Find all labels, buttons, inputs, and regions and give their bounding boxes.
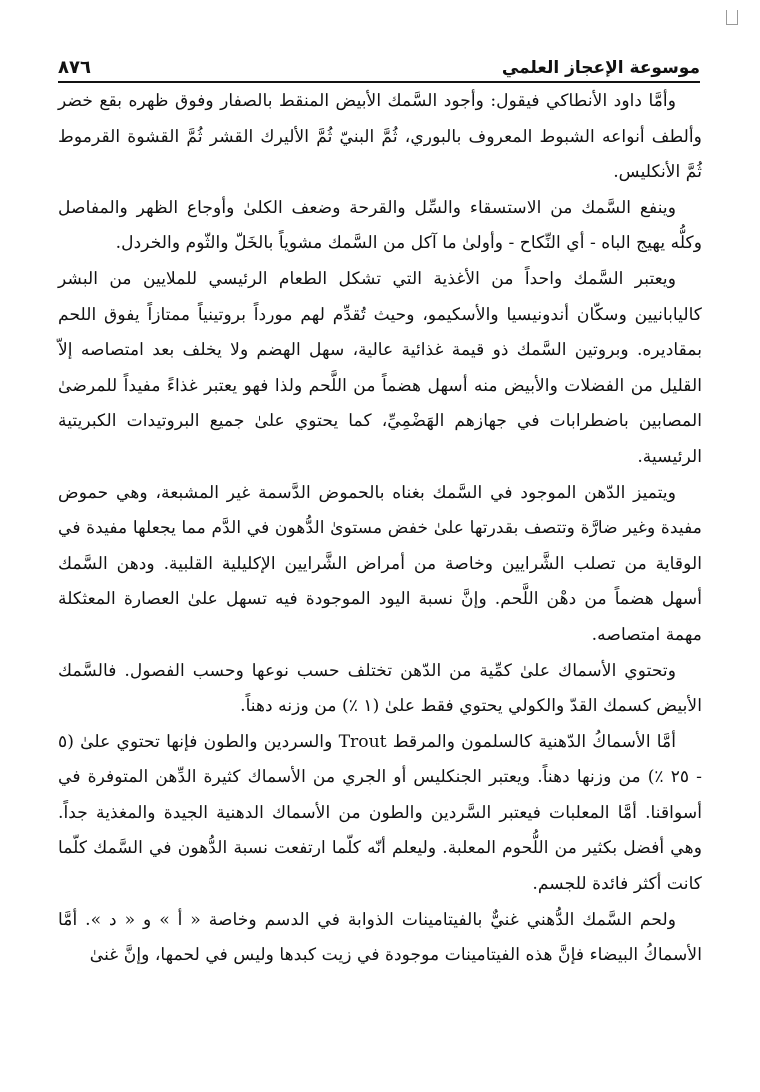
paragraph: وينفع السَّمك من الاستسقاء والسِّل والقرحة وضعف الكلىٰ وأوجاع الظهر والمفاصل وكلُّه يهيج الباه - أي النِّكاح - وأولىٰ ما آكل من السَّمك مشوياً بالخَلّ والثّوم والخردل.: [58, 197, 702, 254]
page-number: ٨٧٦: [58, 57, 91, 78]
paragraph: وتحتوي الأسماك علىٰ كمِّية من الدّهن تختلف حسب نوعها وحسب الفصول. فالسَّمك الأبيض كسمك القدّ والكولي يحتوي فقط علىٰ (١ ٪) من وزنه دهناً.: [58, 660, 702, 717]
page-header: [58, 44, 700, 83]
scan-corner-mark: [726, 10, 738, 25]
paragraph: أمَّا الأسماكُ الدّهنية كالسلمون والمرقط Trout والسردين والطون فإنها تحتوي علىٰ (٥ - ٢٥ ٪) من وزنها دهناً. ويعتبر الجنكليس أو الجري من الأسماك كثيرة الدِّهن المتوفرة في أسواقنا. أمَّا المعلبات فيعتبر السَّردين والطون من الأسماك الدهنية الجيدة والمغذية جداً. وهي أفضل بكثير من اللُّحوم المعلبة. وليعلم أنّه كلّما ارتفعت نسبة الدُّهون في السَّمك كلّما كانت أكثر فائدة للجسم.: [58, 731, 702, 895]
book-title: موسوعة الإعجاز العلمي: [501, 58, 700, 78]
paragraph: ويتميز الدّهن الموجود في السَّمك بغناه بالحموض الدَّسمة غير المشبعة، وهي حموض مفيدة وغير ضارَّة وتتصف بقدرتها علىٰ خفض مستوىٰ الدُّهون في الدَّم مما يجعلها مفيدة في الوقاية من تصلب الشَّرايين وخاصة من أمراض الشَّرايين الإكليلية القلبية. ودهن السَّمك أسهل هضماً من دهْن اللَّحم. وإنَّ نسبة اليود الموجودة فيه تسهل علىٰ العصارة المعثكلة مهمة امتصاصه.: [58, 482, 702, 645]
paragraph: وأمَّا داود الأنطاكي فيقول: وأجود السَّمك الأبيض المنقط بالصفار وفوق ظهره بقع خضر وألطف أنواعه الشبوط المعروف بالبوري، ثُمَّ البنيّ ثُمَّ الأليرك القشر ثُمَّ القشوة القرموط ثُمَّ الأنكليس.: [58, 91, 702, 183]
paragraph: ويعتبر السَّمك واحداً من الأغذية التي تشكل الطعام الرئيسي للملايين من البشر كاليابانيين وسكّان أندونيسيا والأسكيمو، وحيث تُقدِّم لهم مورداً بروتينياً ممتازاً يفوق اللحم بمقاديره. وبروتين السَّمك ذو قيمة غذائية عالية، سهل الهضم ولا يخلف بعد امتصاصه إلاّ القليل من الفضلات والأبيض منه أسهل هضماً من اللَّحم ولذا فهو يعتبر غذاءً مفيداً للمرضىٰ المصابين باضطرابات في جهازهم الهَضْمِيِّ، كما يحتوي علىٰ جميع البروتيدات الكبريتية الرئيسية.: [58, 268, 702, 467]
page-body: [58, 84, 702, 974]
paragraph: ولحم السَّمك الدُّهني غنيٌّ بالفيتامينات الذوابة في الدسم وخاصة « أ » و « د ». أمَّا الأسماكُ البيضاء فإنَّ هذه الفيتامينات موجودة في زيت كبدها وليس في لحمها، وإنَّ غنىٰ: [58, 909, 702, 966]
